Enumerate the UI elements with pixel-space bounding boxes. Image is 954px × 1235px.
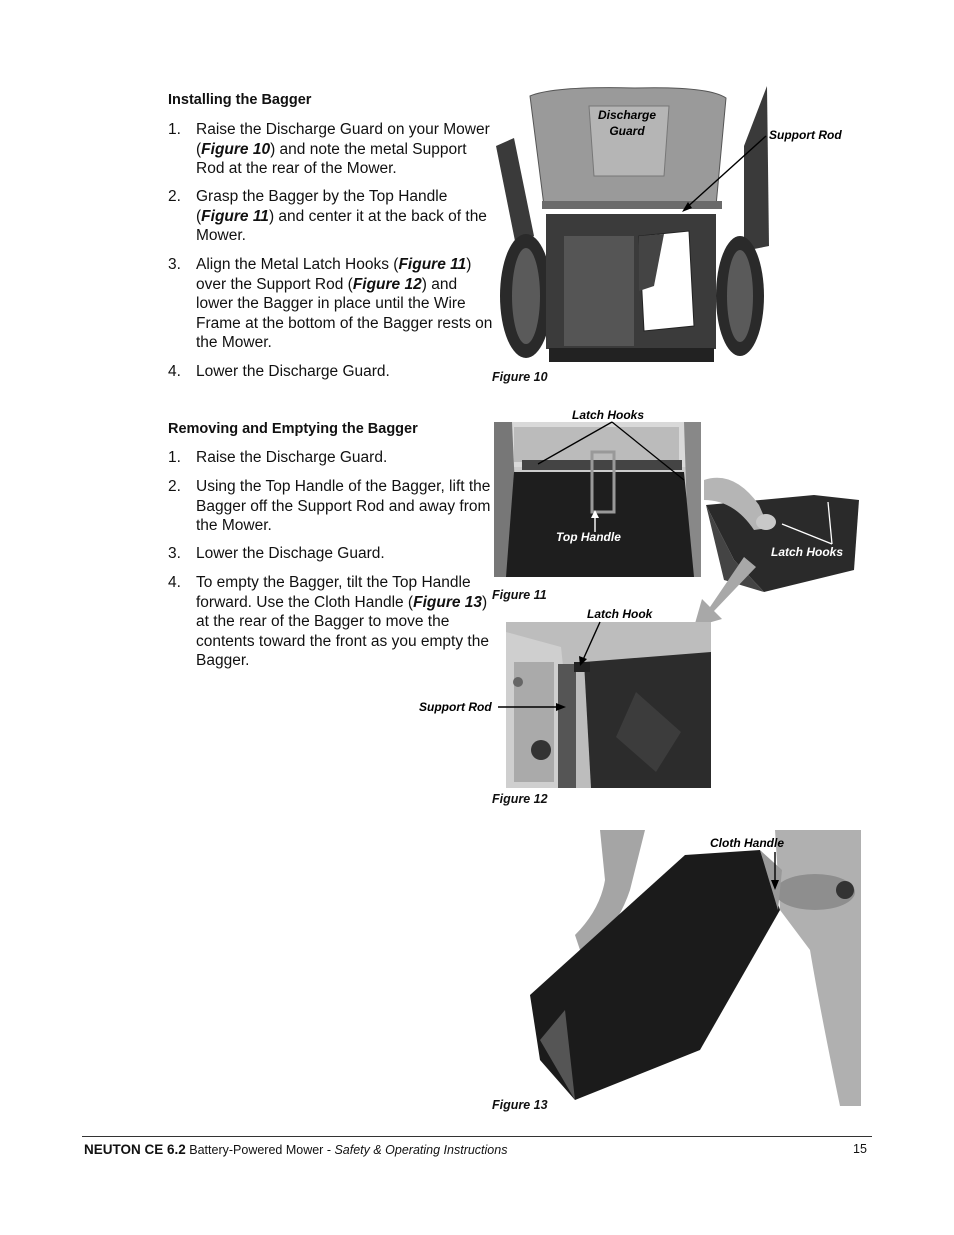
callout-support-rod-fig12: Support Rod <box>419 700 492 714</box>
callout-cloth-handle: Cloth Handle <box>710 836 784 850</box>
arrow-top-handle <box>588 510 602 532</box>
callout-discharge-guard: Discharge Guard <box>597 108 657 138</box>
footer-rule <box>82 1136 872 1137</box>
figure-12-caption: Figure 12 <box>492 792 548 806</box>
footer-doc: Safety & Operating Instructions <box>334 1143 508 1157</box>
arrow-latch-hook-fig12 <box>576 620 606 668</box>
footer-brand: NEUTON CE 6.2 <box>84 1142 186 1157</box>
arrow-cloth-handle <box>768 852 782 892</box>
page-number: 15 <box>853 1142 867 1156</box>
arrow-support-rod-fig12 <box>496 700 568 714</box>
callout-top-handle: Top Handle <box>556 530 621 544</box>
figure-13-caption: Figure 13 <box>492 1098 548 1112</box>
arrow-support-rod-fig10 <box>660 130 770 220</box>
footer-title <box>84 1142 507 1157</box>
figure-10-caption: Figure 10 <box>492 370 548 384</box>
callout-support-rod-fig10: Support Rod <box>769 128 842 142</box>
figure-11-caption: Figure 11 <box>492 588 547 602</box>
figure-13-photo <box>520 830 861 1106</box>
callout-latch-hook-fig12: Latch Hook <box>587 607 653 621</box>
section-heading-removing: Removing and Emptying the Bagger <box>168 421 418 437</box>
section-heading-installing: Installing the Bagger <box>168 92 312 108</box>
arrows-latch-hooks-inset <box>760 498 840 548</box>
callout-latch-hooks-fig11: Latch Hooks <box>572 408 645 422</box>
transition-arrow <box>690 555 760 630</box>
footer-product: Battery-Powered Mower - <box>189 1143 335 1157</box>
callout-latch-hooks-inset: Latch Hooks <box>771 545 844 559</box>
arrows-latch-hooks-fig11 <box>520 420 700 490</box>
